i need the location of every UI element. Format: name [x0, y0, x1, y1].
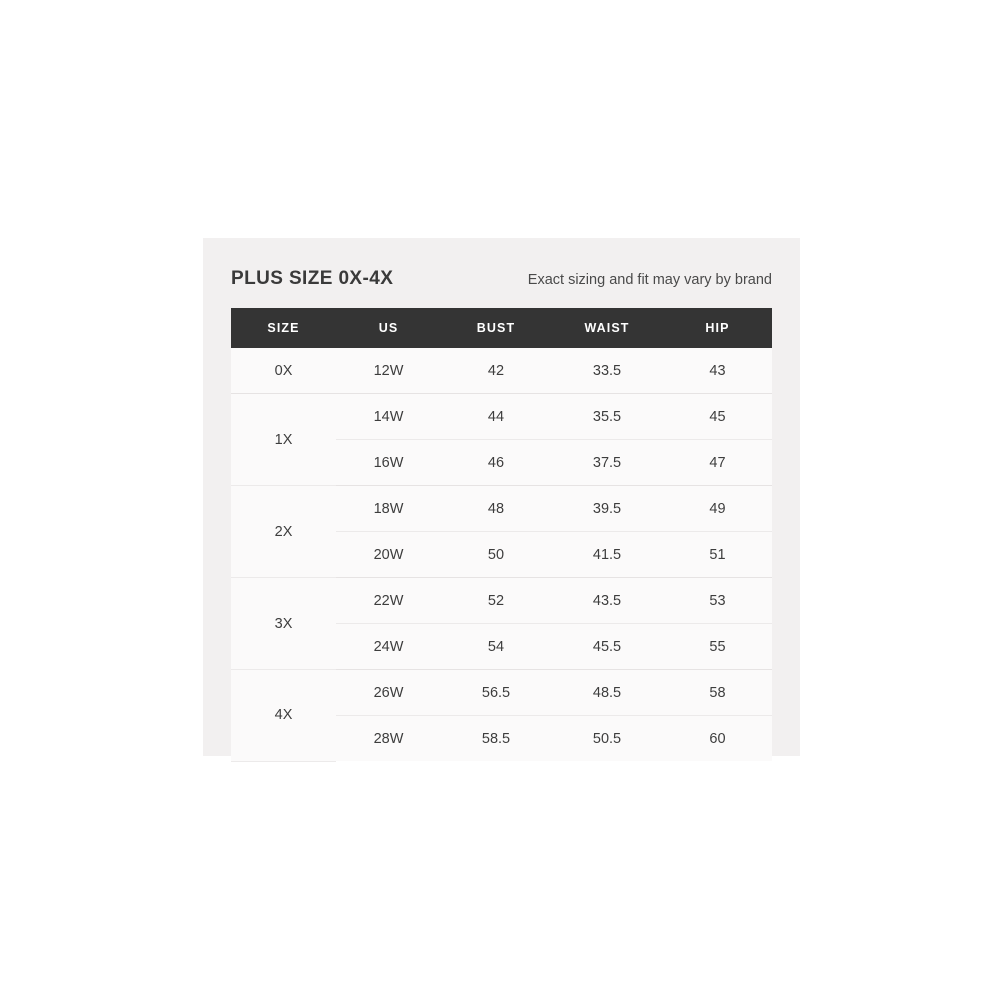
size-table-wrapper [231, 308, 772, 762]
page-title: PLUS SIZE 0X-4X [231, 268, 394, 289]
cell-waist: 48.5 [551, 670, 663, 716]
cell-hip: 51 [663, 532, 772, 578]
column-header-hip: HIP [663, 308, 772, 348]
cell-waist: 43.5 [551, 578, 663, 624]
table-header-row [231, 308, 772, 348]
cell-us: 16W [336, 440, 441, 486]
column-header-us: US [336, 308, 441, 348]
table-body [231, 348, 772, 761]
cell-waist: 35.5 [551, 394, 663, 440]
cell-waist: 50.5 [551, 716, 663, 762]
cell-size: 1X [231, 394, 336, 486]
cell-hip: 53 [663, 578, 772, 624]
cell-hip: 45 [663, 394, 772, 440]
cell-us: 12W [336, 348, 441, 394]
cell-bust: 54 [441, 624, 551, 670]
cell-hip: 58 [663, 670, 772, 716]
cell-bust: 56.5 [441, 670, 551, 716]
cell-waist: 37.5 [551, 440, 663, 486]
cell-hip: 43 [663, 348, 772, 394]
cell-bust: 46 [441, 440, 551, 486]
table-row [231, 486, 772, 532]
table-row [231, 578, 772, 624]
column-header-bust: BUST [441, 308, 551, 348]
column-header-waist: WAIST [551, 308, 663, 348]
cell-hip: 55 [663, 624, 772, 670]
cell-us: 26W [336, 670, 441, 716]
cell-waist: 33.5 [551, 348, 663, 394]
cell-bust: 48 [441, 486, 551, 532]
table-row [231, 394, 772, 440]
size-chart-card [203, 238, 800, 756]
cell-hip: 47 [663, 440, 772, 486]
cell-waist: 45.5 [551, 624, 663, 670]
sizing-disclaimer: Exact sizing and fit may vary by brand [527, 272, 772, 288]
cell-us: 28W [336, 716, 441, 762]
cell-bust: 52 [441, 578, 551, 624]
cell-bust: 44 [441, 394, 551, 440]
cell-bust: 58.5 [441, 716, 551, 762]
cell-size: 2X [231, 486, 336, 578]
cell-size: 0X [231, 348, 336, 394]
cell-us: 22W [336, 578, 441, 624]
size-table [231, 308, 772, 762]
cell-hip: 60 [663, 716, 772, 762]
table-header [231, 308, 772, 348]
table-row [231, 670, 772, 716]
column-header-size: SIZE [231, 308, 336, 348]
cell-waist: 39.5 [551, 486, 663, 532]
cell-us: 24W [336, 624, 441, 670]
cell-us: 20W [336, 532, 441, 578]
cell-us: 14W [336, 394, 441, 440]
cell-bust: 42 [441, 348, 551, 394]
table-row [231, 348, 772, 394]
cell-bust: 50 [441, 532, 551, 578]
card-header [203, 238, 800, 308]
cell-hip: 49 [663, 486, 772, 532]
cell-waist: 41.5 [551, 532, 663, 578]
cell-size: 4X [231, 670, 336, 762]
cell-us: 18W [336, 486, 441, 532]
cell-size: 3X [231, 578, 336, 670]
